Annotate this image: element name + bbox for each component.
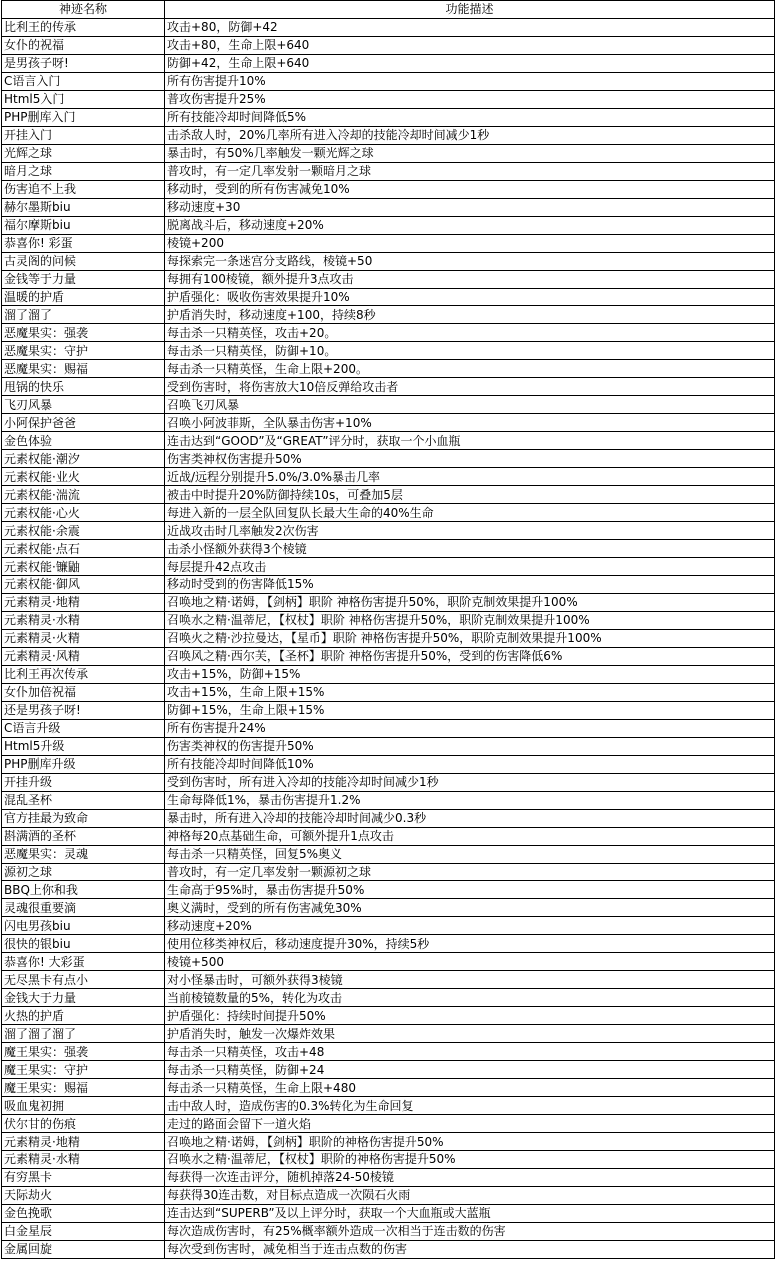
relic-name-cell: 无尽黑卡有点小 [2, 971, 165, 989]
table-row [2, 1043, 775, 1061]
relic-description-cell: 每击杀一只精英怪，生命上限+480 [165, 1079, 775, 1097]
relic-description-cell: 所有伤害提升24% [165, 719, 775, 737]
relic-name-cell: 金钱大于力量 [2, 989, 165, 1007]
relic-description-cell: 每次造成伤害时，有25%概率额外造成一次相当于连击数的伤害 [165, 1222, 775, 1240]
table-row [2, 432, 775, 450]
relic-description-cell: 所有技能冷却时间降低10% [165, 755, 775, 773]
relic-description-cell: 近战/远程分别提升5.0%/3.0%暴击几率 [165, 468, 775, 486]
table-row [2, 863, 775, 881]
table-row [2, 522, 775, 540]
table-row [2, 1133, 775, 1151]
relic-description-cell: 每拥有100棱镜，额外提升3点攻击 [165, 270, 775, 288]
table-row [2, 180, 775, 198]
relic-description-cell: 护盾强化：持续时间提升50% [165, 1007, 775, 1025]
table-row [2, 755, 775, 773]
relic-description-cell: 移动速度+30 [165, 198, 775, 216]
relic-description-cell: 普攻时，有一定几率发射一颗暗月之球 [165, 162, 775, 180]
relic-description-cell: 每击杀一只精英怪，防御+24 [165, 1061, 775, 1079]
table-row [2, 845, 775, 863]
relic-description-cell: 走过的路面会留下一道火焰 [165, 1115, 775, 1133]
relic-description-cell: 连击达到“GOOD”及“GREAT”评分时，获取一个小血瓶 [165, 432, 775, 450]
relic-name-cell: 温暖的护盾 [2, 288, 165, 306]
relic-description-cell: 召唤风之精·西尔芙，【圣杯】职阶 神格伤害提升50%，受到的伤害降低6% [165, 647, 775, 665]
relic-name-cell: BBQ上你和我 [2, 881, 165, 899]
relic-name-cell: 元素权能·湍流 [2, 486, 165, 504]
relic-description-cell: 生命每降低1%，暴击伤害提升1.2% [165, 791, 775, 809]
relic-description-cell: 每击杀一只精英怪，回复5%奥义 [165, 845, 775, 863]
table-row [2, 576, 775, 594]
relic-description-cell: 每击杀一只精英怪，攻击+20。 [165, 324, 775, 342]
table-row [2, 198, 775, 216]
relic-description-cell: 每获得30连击数，对目标点造成一次陨石火雨 [165, 1186, 775, 1204]
relic-name-cell: 吸血鬼初拥 [2, 1097, 165, 1115]
relic-name-cell: 恶魔果实：强袭 [2, 324, 165, 342]
relic-name-cell: 官方挂最为致命 [2, 809, 165, 827]
relic-name-cell: 元素权能·心火 [2, 504, 165, 522]
table-row [2, 1204, 775, 1222]
relic-description-cell: 当前棱镜数量的5%，转化为攻击 [165, 989, 775, 1007]
relic-description-cell: 击中敌人时，造成伤害的0.3%转化为生命回复 [165, 1097, 775, 1115]
relic-name-cell: 金属回旋 [2, 1240, 165, 1258]
table-row [2, 72, 775, 90]
relic-name-cell: C语言入门 [2, 72, 165, 90]
relic-name-cell: 光辉之球 [2, 144, 165, 162]
header-row [2, 1, 775, 19]
relic-description-cell: 召唤水之精·温蒂尼，【权杖】职阶的神格伤害提升50% [165, 1151, 775, 1169]
table-row [2, 108, 775, 126]
relic-name-cell: 元素精灵·水精 [2, 611, 165, 629]
relic-description-cell: 召唤飞刃风暴 [165, 396, 775, 414]
table-row [2, 252, 775, 270]
relic-name-cell: 有穷黑卡 [2, 1168, 165, 1186]
table-row [2, 593, 775, 611]
relic-description-cell: 护盾强化：吸收伤害效果提升10% [165, 288, 775, 306]
relic-description-cell: 所有技能冷却时间降低5% [165, 108, 775, 126]
relic-name-cell: 伤害追不上我 [2, 180, 165, 198]
table-row [2, 1079, 775, 1097]
relic-description-cell: 攻击+80，生命上限+640 [165, 36, 775, 54]
relic-name-cell: Html5入门 [2, 90, 165, 108]
relic-name-cell: 很快的银biu [2, 935, 165, 953]
relic-name-cell: 元素权能·御风 [2, 576, 165, 594]
relic-description-cell: 移动时，受到的所有伤害减免10% [165, 180, 775, 198]
relic-name-cell: C语言升级 [2, 719, 165, 737]
relic-name-cell: 天际劫火 [2, 1186, 165, 1204]
relic-description-cell: 召唤地之精·诺姆，【剑柄】职阶 神格伤害提升50%，职阶克制效果提升100% [165, 593, 775, 611]
relic-name-cell: 火热的护盾 [2, 1007, 165, 1025]
relic-description-cell: 护盾消失时，触发一次爆炸效果 [165, 1025, 775, 1043]
relic-name-cell: 灵魂很重要滴 [2, 899, 165, 917]
table-row [2, 1007, 775, 1025]
relic-description-cell: 伤害类神权伤害提升50% [165, 450, 775, 468]
relic-description-cell: 棱镜+200 [165, 234, 775, 252]
relic-name-cell: 赫尔墨斯biu [2, 198, 165, 216]
relic-description-cell: 暴击时，有50%几率触发一颗光辉之球 [165, 144, 775, 162]
relic-description-cell: 每获得一次连击评分，随机掉落24-50棱镜 [165, 1168, 775, 1186]
relic-name-cell: 魔王果实：强袭 [2, 1043, 165, 1061]
table-row [2, 953, 775, 971]
relic-description-cell: 召唤地之精·诺姆，【剑柄】职阶的神格伤害提升50% [165, 1133, 775, 1151]
relic-name-cell: 福尔摩斯biu [2, 216, 165, 234]
table-row [2, 827, 775, 845]
table-row [2, 881, 775, 899]
table-row [2, 54, 775, 72]
header-description: 功能描述 [165, 1, 775, 19]
relic-description-cell: 使用位移类神权后，移动速度提升30%，持续5秒 [165, 935, 775, 953]
table-row [2, 791, 775, 809]
relic-description-cell: 奥义满时，受到的所有伤害减免30% [165, 899, 775, 917]
relic-name-cell: 恶魔果实：守护 [2, 342, 165, 360]
table-row [2, 737, 775, 755]
relic-name-cell: 元素精灵·水精 [2, 1151, 165, 1169]
relic-name-cell: 开挂升级 [2, 773, 165, 791]
table-row [2, 36, 775, 54]
table-row [2, 18, 775, 36]
relic-description-cell: 受到伤害时，所有进入冷却的技能冷却时间减少1秒 [165, 773, 775, 791]
table-row [2, 773, 775, 791]
table-row [2, 935, 775, 953]
relic-name-cell: 暗月之球 [2, 162, 165, 180]
relic-description-cell: 护盾消失时，移动速度+100，持续8秒 [165, 306, 775, 324]
table-row [2, 1168, 775, 1186]
table-row [2, 468, 775, 486]
table-row [2, 701, 775, 719]
relic-description-cell: 防御+15%，生命上限+15% [165, 701, 775, 719]
relic-description-cell: 棱镜+500 [165, 953, 775, 971]
table-row [2, 486, 775, 504]
relic-description-cell: 召唤火之精·沙拉曼达，【星币】职阶 神格伤害提升50%，职阶克制效果提升100% [165, 629, 775, 647]
relic-name-cell: 甩锅的快乐 [2, 378, 165, 396]
relic-name-cell: 元素权能·余震 [2, 522, 165, 540]
table-row [2, 126, 775, 144]
relic-description-cell: 被击中时提升20%防御持续10s，可叠加5层 [165, 486, 775, 504]
table-row [2, 1240, 775, 1258]
relic-name-cell: 斟满酒的圣杯 [2, 827, 165, 845]
relic-name-cell: 古灵阁的问候 [2, 252, 165, 270]
relic-description-cell: 每层提升42点攻击 [165, 558, 775, 576]
header-name: 神迹名称 [2, 1, 165, 19]
relic-description-cell: 防御+42，生命上限+640 [165, 54, 775, 72]
table-row [2, 360, 775, 378]
relic-description-cell: 生命高于95%时，暴击伤害提升50% [165, 881, 775, 899]
relic-name-cell: 魔王果实：守护 [2, 1061, 165, 1079]
table-row [2, 234, 775, 252]
relic-name-cell: 元素精灵·地精 [2, 593, 165, 611]
relic-description-cell: 每次受到伤害时，减免相当于连击点数的伤害 [165, 1240, 775, 1258]
table-row [2, 1186, 775, 1204]
relic-description-cell: 脱离战斗后，移动速度+20% [165, 216, 775, 234]
table-row [2, 1222, 775, 1240]
relic-description-cell: 受到伤害时，将伤害放大10倍反弹给攻击者 [165, 378, 775, 396]
relic-description-cell: 攻击+80，防御+42 [165, 18, 775, 36]
table-row [2, 1097, 775, 1115]
relic-name-cell: 元素权能·潮汐 [2, 450, 165, 468]
table-row [2, 162, 775, 180]
relic-description-cell: 移动时受到的伤害降低15% [165, 576, 775, 594]
table-row [2, 989, 775, 1007]
table-row [2, 558, 775, 576]
relic-description-cell: 对小怪暴击时，可额外获得3棱镜 [165, 971, 775, 989]
relic-description-cell: 每击杀一只精英怪，防御+10。 [165, 342, 775, 360]
relic-description-cell: 攻击+15%，生命上限+15% [165, 683, 775, 701]
relic-name-cell: 溜了溜了溜了 [2, 1025, 165, 1043]
relic-description-cell: 每击杀一只精英怪，生命上限+200。 [165, 360, 775, 378]
table-row [2, 306, 775, 324]
table-row [2, 504, 775, 522]
table-row [2, 540, 775, 558]
relic-description-cell: 召唤小阿波菲斯，全队暴击伤害+10% [165, 414, 775, 432]
table-row [2, 270, 775, 288]
table-row [2, 396, 775, 414]
relic-name-cell: 元素精灵·风精 [2, 647, 165, 665]
relic-description-cell: 击杀敌人时，20%几率所有进入冷却的技能冷却时间减少1秒 [165, 126, 775, 144]
relic-name-cell: 是男孩子呀! [2, 54, 165, 72]
table-row [2, 342, 775, 360]
relic-name-cell: 开挂入门 [2, 126, 165, 144]
table-row [2, 899, 775, 917]
relic-description-cell: 每击杀一只精英怪，攻击+48 [165, 1043, 775, 1061]
relic-name-cell: 恭喜你! 彩蛋 [2, 234, 165, 252]
table-row [2, 665, 775, 683]
relic-name-cell: 源初之球 [2, 863, 165, 881]
relic-name-cell: 伏尔甘的伤痕 [2, 1115, 165, 1133]
relic-description-cell: 攻击+15%，防御+15% [165, 665, 775, 683]
relic-name-cell: 魔王果实：赐福 [2, 1079, 165, 1097]
relic-description-cell: 每进入新的一层全队回复队长最大生命的40%生命 [165, 504, 775, 522]
relic-name-cell: PHP删库升级 [2, 755, 165, 773]
relic-description-cell: 普攻伤害提升25% [165, 90, 775, 108]
relic-description-cell: 击杀小怪额外获得3个棱镜 [165, 540, 775, 558]
relic-name-cell: 比利王的传承 [2, 18, 165, 36]
relic-description-cell: 近战攻击时几率触发2次伤害 [165, 522, 775, 540]
table-row [2, 324, 775, 342]
table-row [2, 719, 775, 737]
relic-name-cell: 元素精灵·火精 [2, 629, 165, 647]
table-row [2, 288, 775, 306]
relic-description-cell: 每探索完一条迷宫分支路线，棱镜+50 [165, 252, 775, 270]
relic-name-cell: 混乱圣杯 [2, 791, 165, 809]
relic-description-cell: 连击达到“SUPERB”及以上评分时，获取一个大血瓶或大蓝瓶 [165, 1204, 775, 1222]
relic-description-cell: 所有伤害提升10% [165, 72, 775, 90]
table-row [2, 90, 775, 108]
relic-name-cell: Html5升级 [2, 737, 165, 755]
relic-description-cell: 伤害类神权的伤害提升50% [165, 737, 775, 755]
table-row [2, 1025, 775, 1043]
table-row [2, 629, 775, 647]
relic-name-cell: 元素权能·业火 [2, 468, 165, 486]
relic-name-cell: PHP删库入门 [2, 108, 165, 126]
relic-description-cell: 移动速度+20% [165, 917, 775, 935]
table-row [2, 378, 775, 396]
relic-name-cell: 元素精灵·地精 [2, 1133, 165, 1151]
relic-description-cell: 暴击时，所有进入冷却的技能冷却时间减少0.3秒 [165, 809, 775, 827]
relic-name-cell: 元素权能·点石 [2, 540, 165, 558]
table-row [2, 1151, 775, 1169]
table-row [2, 144, 775, 162]
relic-name-cell: 闪电男孩biu [2, 917, 165, 935]
relic-name-cell: 飞刃风暴 [2, 396, 165, 414]
relic-name-cell: 金钱等于力量 [2, 270, 165, 288]
table-row [2, 971, 775, 989]
table-row [2, 414, 775, 432]
relic-name-cell: 恭喜你! 大彩蛋 [2, 953, 165, 971]
table-row [2, 809, 775, 827]
relic-name-cell: 白金星辰 [2, 1222, 165, 1240]
relic-name-cell: 溜了溜了 [2, 306, 165, 324]
table-row [2, 216, 775, 234]
table-row [2, 1115, 775, 1133]
table-row [2, 683, 775, 701]
relic-name-cell: 女仆的祝福 [2, 36, 165, 54]
relic-description-cell: 召唤水之精·温蒂尼，【权杖】职阶 神格伤害提升50%，职阶克制效果提升100% [165, 611, 775, 629]
relic-name-cell: 金色挽歌 [2, 1204, 165, 1222]
relic-name-cell: 女仆加倍祝福 [2, 683, 165, 701]
relic-name-cell: 元素权能·镰鼬 [2, 558, 165, 576]
table-row [2, 450, 775, 468]
relic-name-cell: 还是男孩子呀! [2, 701, 165, 719]
relic-name-cell: 金色体验 [2, 432, 165, 450]
table-row [2, 917, 775, 935]
relic-name-cell: 恶魔果实：赐福 [2, 360, 165, 378]
relic-name-cell: 恶魔果实：灵魂 [2, 845, 165, 863]
relic-name-cell: 小阿保护爸爸 [2, 414, 165, 432]
table-row [2, 647, 775, 665]
relic-description-cell: 普攻时，有一定几率发射一颗源初之球 [165, 863, 775, 881]
table-row [2, 1061, 775, 1079]
relic-table [1, 0, 775, 1259]
table-row [2, 611, 775, 629]
relic-description-cell: 神格每20点基础生命，可额外提升1点攻击 [165, 827, 775, 845]
relic-name-cell: 比利王再次传承 [2, 665, 165, 683]
